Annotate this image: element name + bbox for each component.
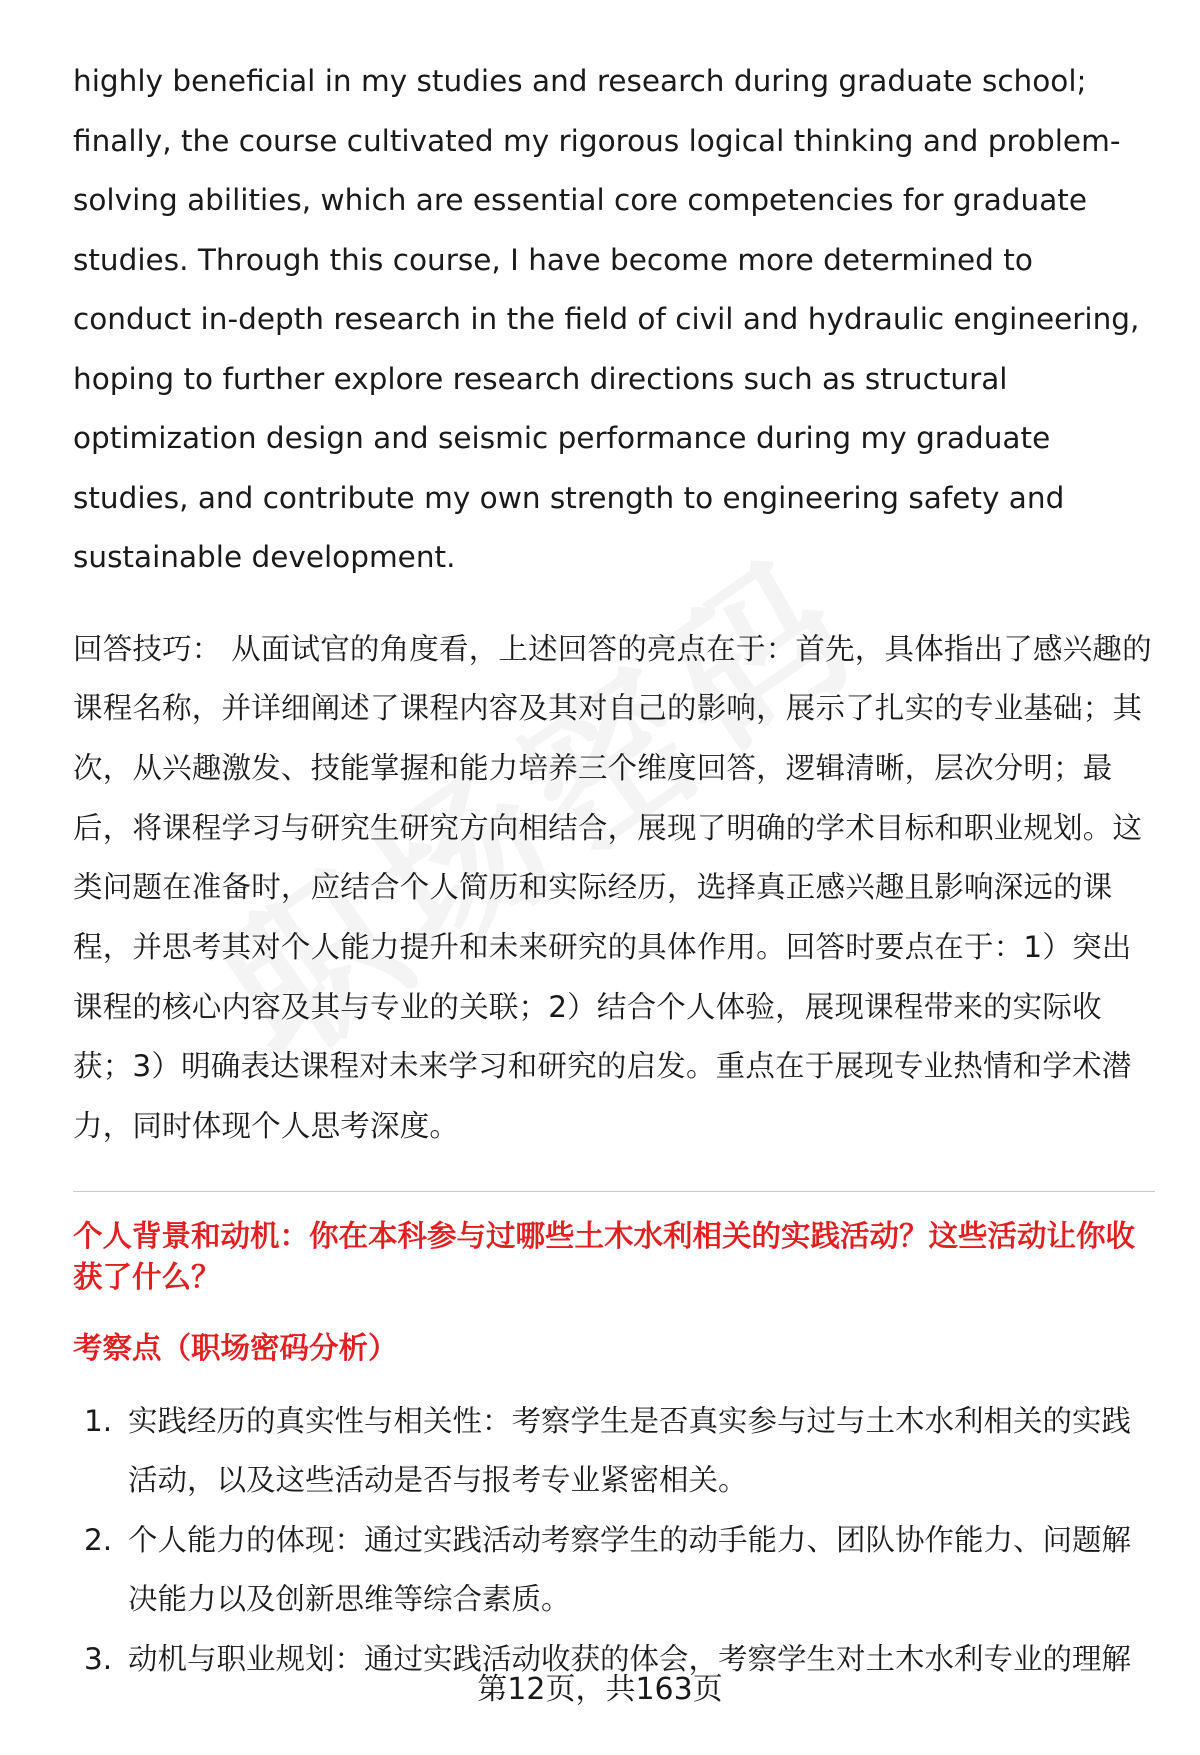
assessment-points-list <box>73 1392 1155 1690</box>
list-item-number: 2. <box>84 1522 113 1557</box>
page-number-footer: 第12页，共163页 <box>477 1672 723 1707</box>
list-item <box>73 1511 1155 1630</box>
list-item-number: 3. <box>84 1641 113 1676</box>
list-item-text: 实践经历的真实性与相关性：考察学生是否真实参与过与土木水利相关的实践活动，以及这些活动是否与报考专业紧密相关。 <box>128 1403 1132 1498</box>
list-item-number: 1. <box>84 1403 113 1438</box>
answer-continuation-paragraph: highly beneficial in my studies and research during graduate school; finally, the course cultivated my rigorous logical thinking and problem-solving abilities, which are essential core competencies for graduate studies. Through this course, I have become more determined to conduct in-depth research in the field of civil and hydraulic engineering, hoping to further explore research directions such as structural optimization design and seismic performance during my graduate studies, and contribute my own strength to engineering safety and sustainable development. <box>73 64 1140 574</box>
answer-tip-paragraph <box>73 620 1155 1157</box>
assessment-heading: 考察点（职场密码分析） <box>73 1330 398 1365</box>
answer-tip-label: 回答技巧： <box>73 631 222 666</box>
question-heading: 个人背景和动机：你在本科参与过哪些土木水利相关的实践活动？这些活动让你收获了什么？ <box>73 1218 1136 1294</box>
list-item-text: 个人能力的体现：通过实践活动考察学生的动手能力、团队协作能力、问题解决能力以及创新思维等综合素质。 <box>128 1522 1132 1617</box>
list-item-text: 动机与职业规划：通过实践活动收获的体会，考察学生对土木水利专业的理解 <box>128 1641 1132 1676</box>
document-body <box>73 52 1155 1689</box>
section-divider <box>73 1191 1155 1192</box>
list-item <box>73 1392 1155 1511</box>
answer-tip-text: 从面试官的角度看，上述回答的亮点在于：首先，具体指出了感兴趣的课程名称，并详细阐述了课程内容及其对自己的影响，展示了扎实的专业基础；其次，从兴趣激发、技能掌握和能力培养三个维度回答，逻辑清晰，层次分明；最后，将课程学习与研究生研究方向相结合，展现了明确的学术目标和职业规划。这类问题在准备时，应结合个人简历和实际经历，选择真正感兴趣且影响深远的课程，并思考其对个人能力提升和未来研究的具体作用。回答时要点在于：1）突出课程的核心内容及其与专业的关联；2）结合个人体验，展现课程带来的实际收获；3）明确表达课程对未来学习和研究的启发。重点在于展现专业热情和学术潜力，同时体现个人思考深度。 <box>73 631 1152 1144</box>
